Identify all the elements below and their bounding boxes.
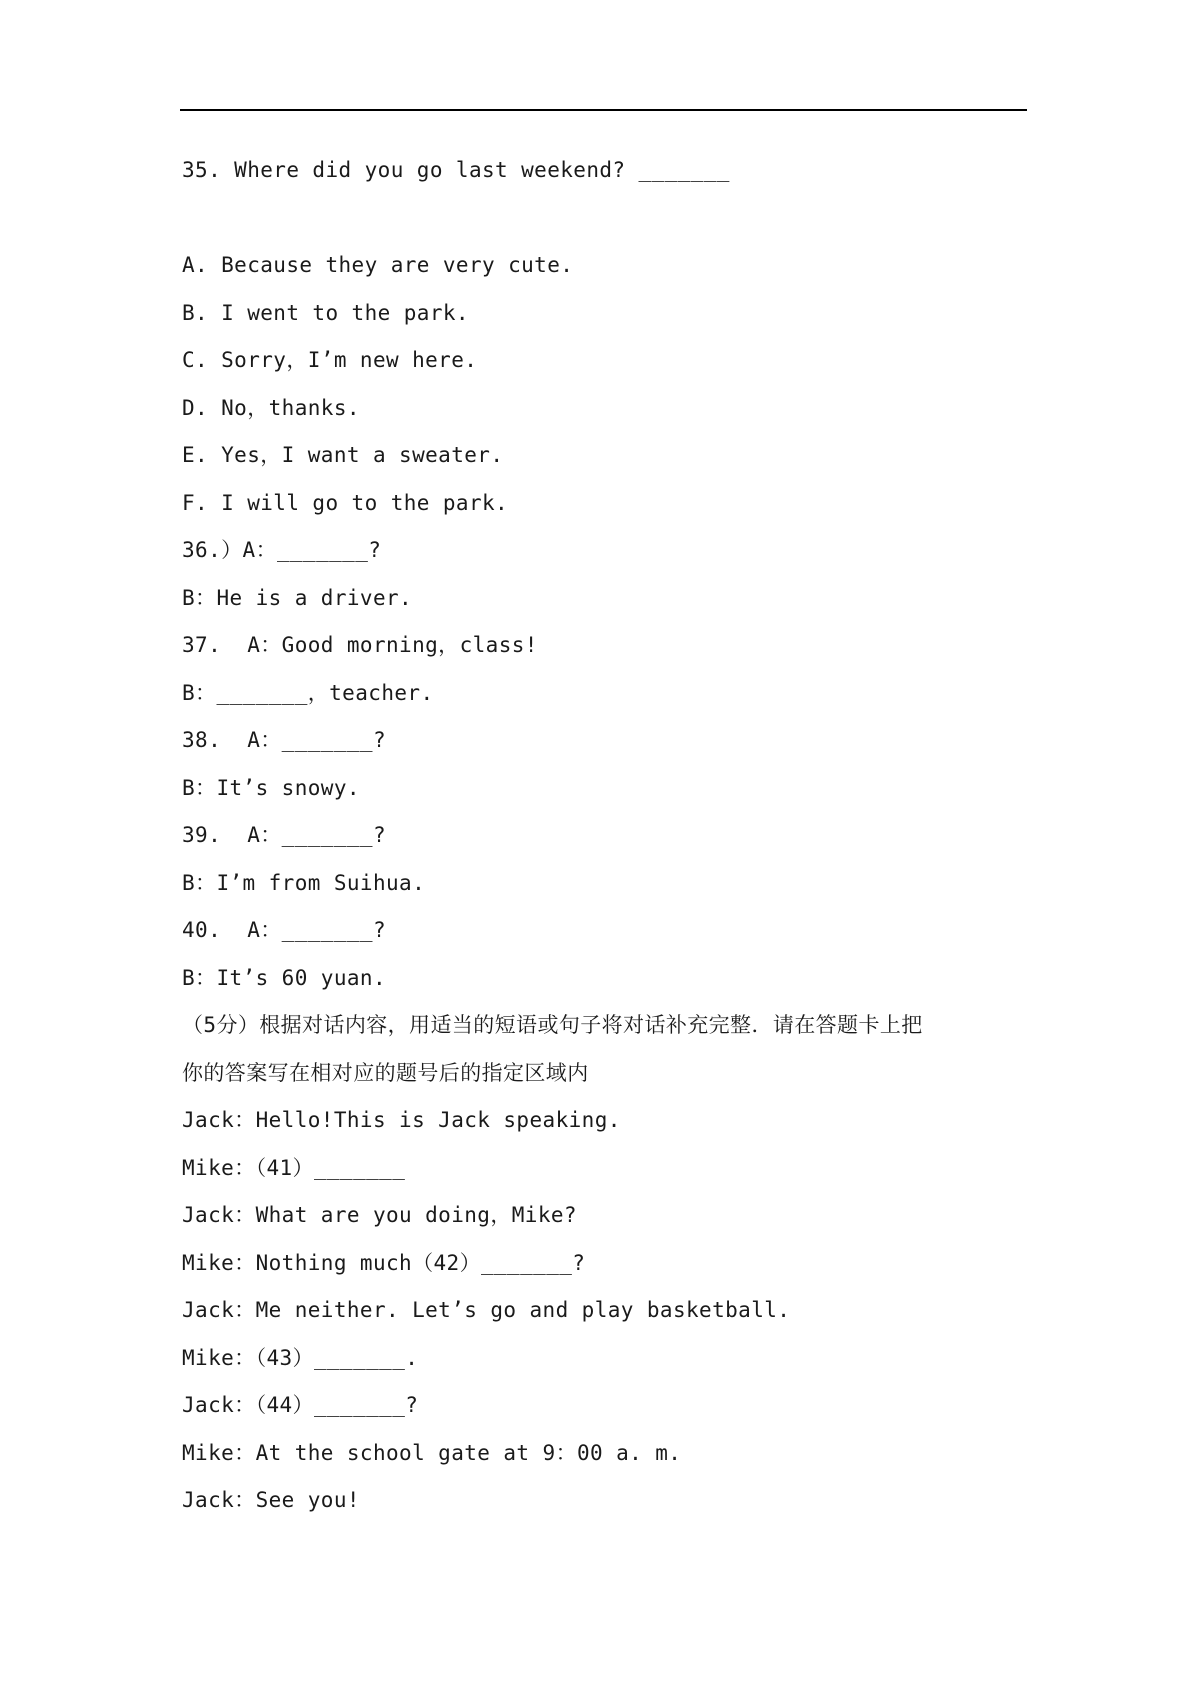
section-instruction: 你的答案写在相对应的题号后的指定区域内 [182, 1061, 589, 1085]
conversation-line: Jack：Hello!This is Jack speaking. [182, 1108, 621, 1132]
header-rule [180, 109, 1027, 111]
conversation-line: Mike：（43）_______. [182, 1346, 419, 1370]
question-35: 35. Where did you go last weekend? _______ [182, 158, 730, 182]
option-c: C. Sorry，I’m new here. [182, 348, 478, 372]
conversation-line: Mike：At the school gate at 9：00 a. m. [182, 1441, 682, 1465]
option-b: B. I went to the park. [182, 301, 469, 325]
dialog-line: 39. A：_______? [182, 823, 387, 847]
dialog-line: B：It’s 60 yuan. [182, 966, 387, 990]
conversation-line: Jack：（44）_______? [182, 1393, 419, 1417]
option-d: D. No，thanks. [182, 396, 360, 420]
section-instruction: （5分）根据对话内容，用适当的短语或句子将对话补充完整．请在答题卡上把 [182, 1013, 923, 1037]
option-e: E. Yes，I want a sweater. [182, 443, 504, 467]
dialog-line: B：He is a driver. [182, 586, 413, 610]
dialog-line: 36.）A：_______? [182, 538, 382, 562]
dialog-line: 38. A：_______? [182, 728, 387, 752]
conversation-line: Jack：Me neither. Let’s go and play basketball. [182, 1298, 791, 1322]
dialog-line: 40. A：_______? [182, 918, 387, 942]
conversation-line: Jack：See you! [182, 1488, 360, 1512]
conversation-line: Jack：What are you doing，Mike? [182, 1203, 577, 1227]
dialog-line: 37. A：Good morning，class! [182, 633, 538, 657]
option-f: F. I will go to the park. [182, 491, 509, 515]
dialog-line: B：I’m from Suihua. [182, 871, 426, 895]
option-a: A. Because they are very cute. [182, 253, 574, 277]
dialog-line: B：It’s snowy. [182, 776, 360, 800]
dialog-line: B：_______，teacher. [182, 681, 434, 705]
conversation-line: Mike：Nothing much（42）_______? [182, 1251, 586, 1275]
conversation-line: Mike：（41）_______ [182, 1156, 406, 1180]
